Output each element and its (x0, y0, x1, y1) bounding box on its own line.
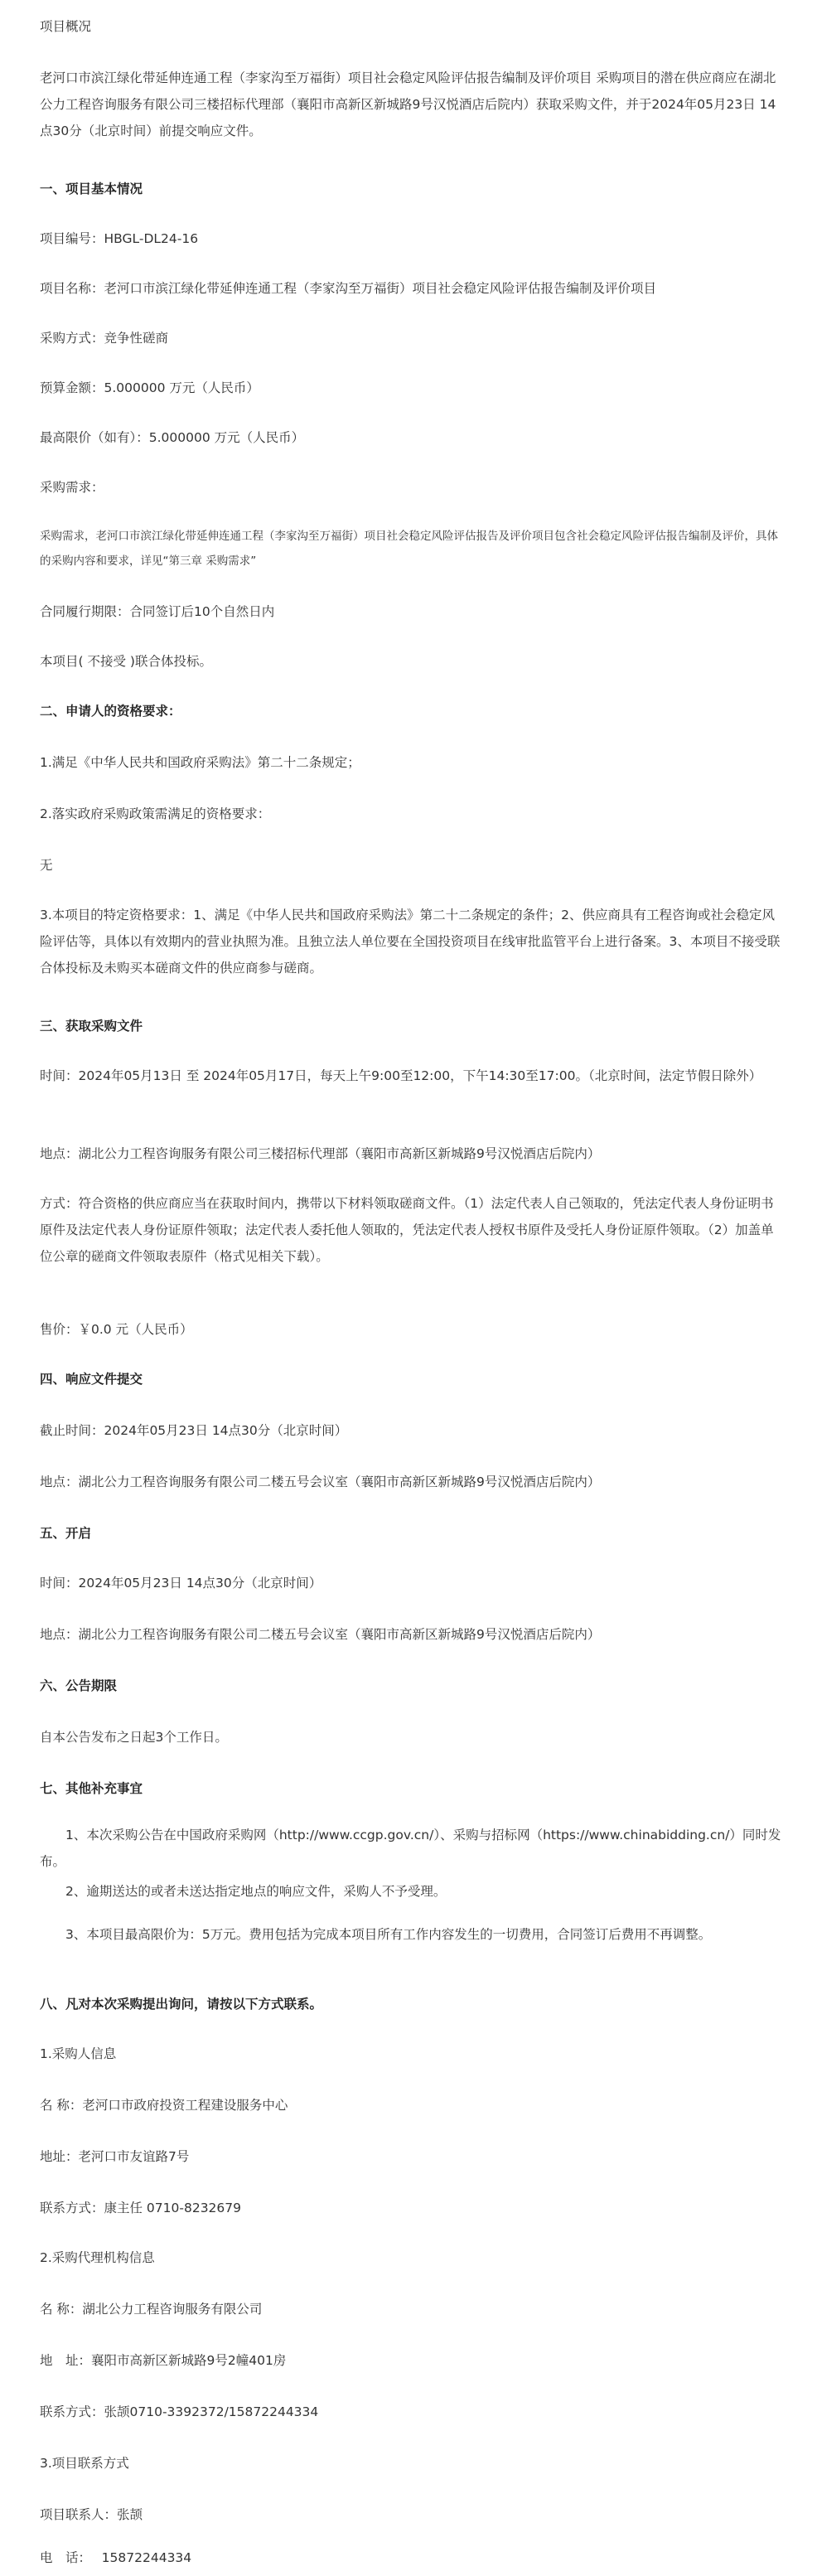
section-2-heading: 二、申请人的资格要求： (40, 704, 181, 719)
overview-title: 项目概况 (40, 19, 92, 34)
supplement-item-1: 1、本次采购公告在中国政府采购网（http://www.ccgp.gov.cn/）、采购与招标网（https://www.chinabidding.cn/）同时发布。 (40, 1828, 781, 1869)
agency-address: 地 址：襄阳市高新区新城路9号2幢401房 (40, 2353, 287, 2368)
purchaser-contact: 联系方式：康主任 0710-8232679 (40, 2201, 241, 2215)
qualification-item-3: 3.本项目的特定资格要求：1、满足《中华人民共和国政府采购法》第二十二条规定的条件；2、供应商具有工程咨询或社会稳定风险评估等，具体以有效期内的营业执照为准。且独立法人单位要在全国投资项目在线审批监管平台上进行备案。3、本项目不接受联合体投标及未购买本磋商文件的供应商参与磋商。 (40, 908, 781, 976)
section-8-heading: 八、凡对本次采购提出询问，请按以下方式联系。 (40, 1997, 323, 2012)
overview-intro: 老河口市滨江绿化带延伸连通工程（李家沟至万福街）项目社会稳定风险评估报告编制及评价项目 采购项目的潜在供应商应在湖北公力工程咨询服务有限公司三楼招标代理部（襄阳市高新区新城路9号汉悦酒店后院内）获取采购文件，并于2024年05月23日 14点30分（北京时间）前提交响应文件。 (40, 70, 776, 138)
opening-time: 时间：2024年05月23日 14点30分（北京时间） (40, 1576, 322, 1591)
qualification-item-2: 2.落实政府采购政策需满足的资格要求： (40, 806, 271, 821)
procurement-method: 采购方式：竞争性磋商 (40, 331, 169, 346)
submission-deadline: 截止时间：2024年05月23日 14点30分（北京时间） (40, 1423, 348, 1438)
contract-period: 合同履行期限：合同签订后10个自然日内 (40, 604, 275, 619)
requirement-label: 采购需求： (40, 480, 104, 495)
project-contact-phone: 电 话： 15872244334 (40, 2550, 192, 2565)
acquire-method: 方式：符合资格的供应商应当在获取时间内，携带以下材料领取磋商文件。（1）法定代表人自己领取的，凭法定代表人身份证明书原件及法定代表人身份证原件领取；法定代表人委托他人领取的，凭法定代表人授权书原件及受托人身份证原件领取。（2）加盖单位公章的磋商文件领取表原件（格式见相关下载）。 (40, 1196, 774, 1264)
purchaser-address: 地址：老河口市友谊路7号 (40, 2149, 190, 2164)
requirement-text: 采购需求，老河口市滨江绿化带延伸连通工程（李家沟至万福街）项目社会稳定风险评估报告及评价项目包含社会稳定风险评估报告编制及评价，具体的采购内容和要求，详见“第三章 采购需求” (40, 530, 778, 568)
project-number: 项目编号：HBGL-DL24-16 (40, 231, 199, 246)
section-3-heading: 三、获取采购文件 (40, 1019, 143, 1034)
supplement-item-3: 3、本项目最高限价为：5万元。费用包括为完成本项目所有工作内容发生的一切费用，合同签订后费用不再调整。 (65, 1927, 712, 1942)
max-price: 最高限价（如有）：5.000000 万元（人民币） (40, 430, 305, 445)
project-contact-title: 3.项目联系方式 (40, 2456, 129, 2471)
budget-amount: 预算金额：5.000000 万元（人民币） (40, 380, 259, 395)
section-4-heading: 四、响应文件提交 (40, 1372, 143, 1387)
acquire-time: 时间：2024年05月13日 至 2024年05月17日，每天上午9:00至12:00，下午14:30至17:00。（北京时间，法定节假日除外） (40, 1068, 762, 1083)
acquire-place: 地点：湖北公力工程咨询服务有限公司三楼招标代理部（襄阳市高新区新城路9号汉悦酒店后院内） (40, 1146, 601, 1161)
agency-contact: 联系方式：张颉0710-3392372/15872244334 (40, 2404, 319, 2419)
supplement-item-2: 2、逾期送达的或者未送达指定地点的响应文件，采购人不予受理。 (65, 1884, 447, 1899)
purchaser-info-title: 1.采购人信息 (40, 2046, 117, 2061)
purchaser-name: 名 称：老河口市政府投资工程建设服务中心 (40, 2098, 288, 2113)
section-6-heading: 六、公告期限 (40, 1678, 118, 1693)
project-contact-person: 项目联系人：张颉 (40, 2507, 143, 2522)
consortium-note: 本项目( 不接受 )联合体投标。 (40, 654, 212, 669)
qualification-item-1: 1.满足《中华人民共和国政府采购法》第二十二条规定； (40, 755, 360, 770)
document-price: 售价：￥0.0 元（人民币） (40, 1322, 193, 1337)
agency-info-title: 2.采购代理机构信息 (40, 2250, 155, 2265)
opening-place: 地点：湖北公力工程咨询服务有限公司二楼五号会议室（襄阳市高新区新城路9号汉悦酒店后院内） (40, 1627, 601, 1642)
notice-period: 自本公告发布之日起3个工作日。 (40, 1730, 228, 1745)
section-1-heading: 一、项目基本情况 (40, 182, 143, 196)
agency-name: 名 称：湖北公力工程咨询服务有限公司 (40, 2302, 263, 2317)
section-5-heading: 五、开启 (40, 1526, 92, 1541)
qualification-item-2-value: 无 (40, 858, 53, 873)
project-name: 项目名称：老河口市滨江绿化带延伸连通工程（李家沟至万福街）项目社会稳定风险评估报告编制及评价项目 (40, 281, 657, 296)
section-7-heading: 七、其他补充事宜 (40, 1781, 143, 1796)
submission-place: 地点：湖北公力工程咨询服务有限公司二楼五号会议室（襄阳市高新区新城路9号汉悦酒店后院内） (40, 1474, 601, 1489)
